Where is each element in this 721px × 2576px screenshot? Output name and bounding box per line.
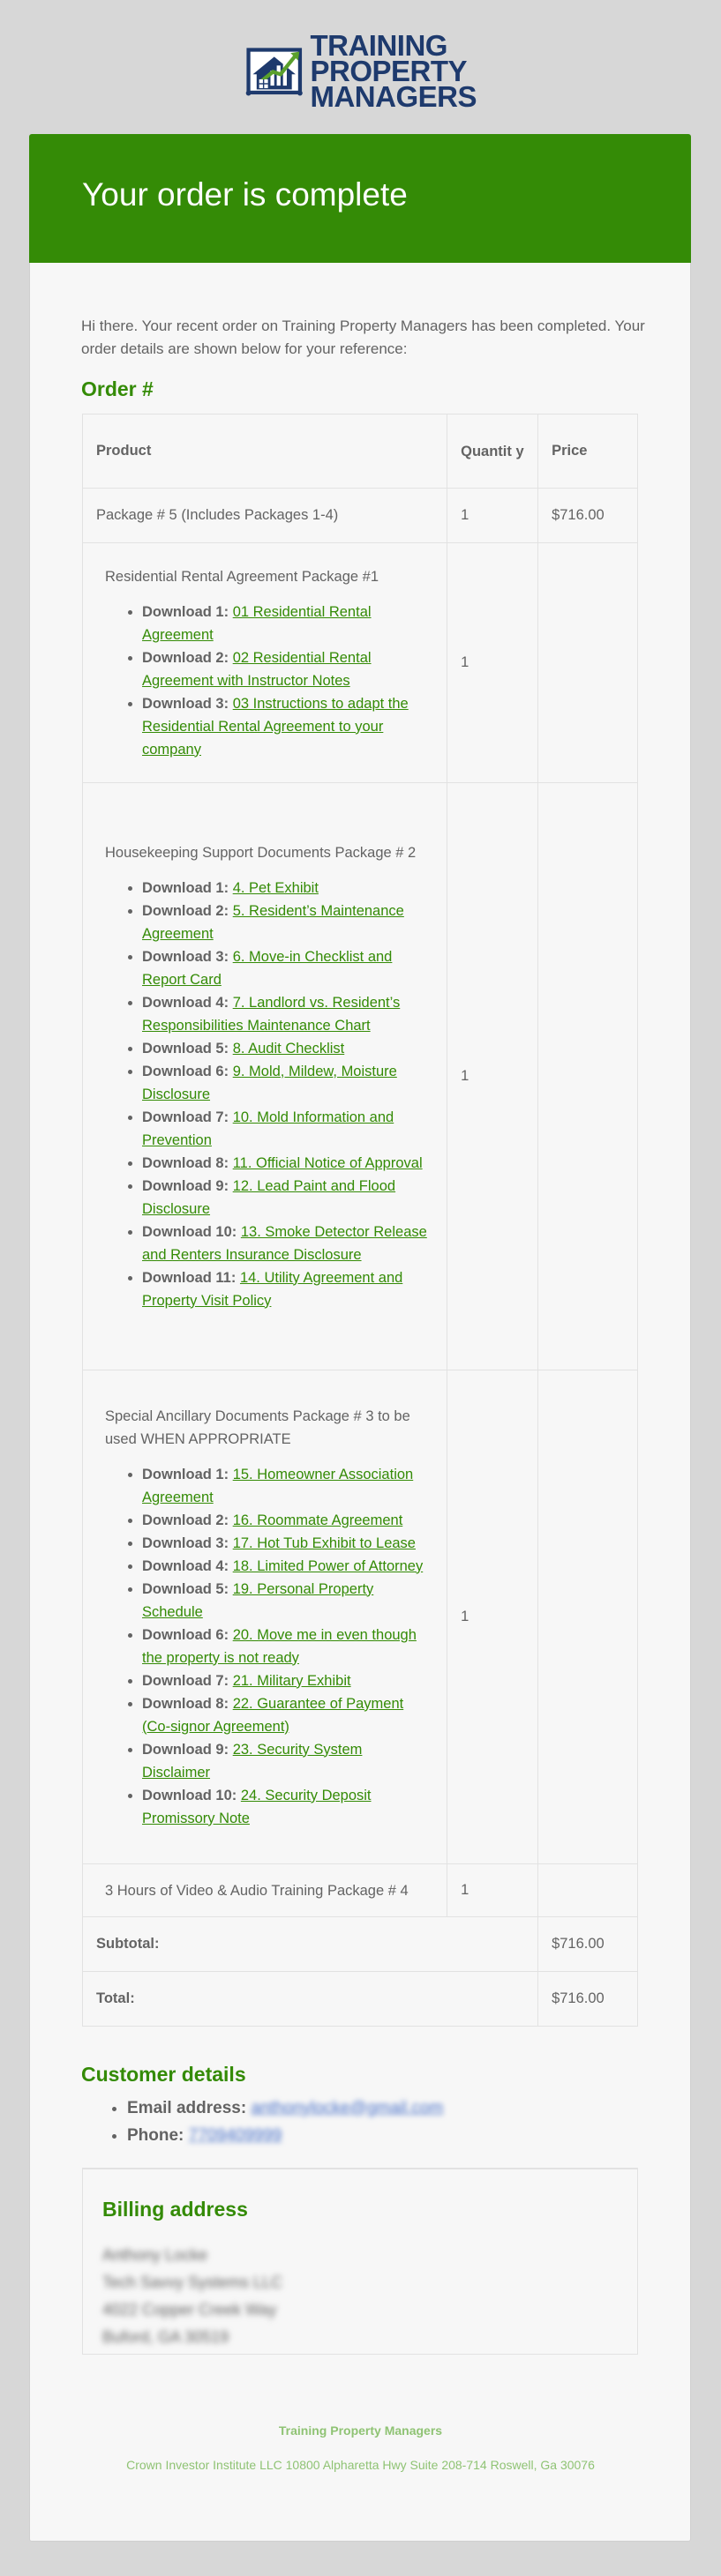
phone-link[interactable]: 7709409999 [188, 2126, 282, 2145]
list-item [142, 945, 433, 991]
package-name: Residential Rental Agreement Package #1 [105, 568, 379, 585]
list-item [142, 1669, 433, 1692]
download-label: Download 1: [142, 879, 229, 896]
list-item [142, 1152, 433, 1175]
download-label: Download 6: [142, 1063, 229, 1079]
list-item [142, 877, 433, 900]
billing-heading: Billing address [102, 2198, 248, 2221]
download-link[interactable]: 16. Roommate Agreement [232, 1512, 403, 1528]
list-item [142, 1221, 433, 1266]
table-row-main [83, 489, 638, 543]
package-price [538, 1370, 638, 1864]
list-item [142, 1738, 433, 1784]
main-item-name: Package # 5 (Includes Packages 1-4) [83, 489, 447, 543]
download-label: Download 2: [142, 1512, 229, 1528]
download-link[interactable]: 19. Personal Property Schedule [142, 1580, 374, 1620]
package-price [538, 543, 638, 783]
package-qty: 1 [447, 543, 538, 783]
download-link[interactable]: 7. Landlord vs. Resident’s Responsibilities Maintenance Chart [142, 994, 401, 1034]
subtotal-label: Subtotal: [83, 1917, 538, 1972]
download-label: Download 8: [142, 1154, 229, 1171]
list-item [142, 1692, 433, 1738]
intro-text: Hi there. Your recent order on Training Property Managers has been completed. Your order details are shown below for your reference: [81, 317, 645, 357]
column-price: Price [538, 414, 638, 489]
billing-line: Tech Savvy Systems LLC [102, 2274, 283, 2291]
download-label: Download 3: [142, 1534, 229, 1551]
package-cell [83, 1370, 447, 1864]
total-value: $716.00 [538, 1972, 638, 2027]
order-body [83, 489, 638, 1917]
list-item [142, 1060, 433, 1106]
download-label: Download 8: [142, 1695, 229, 1712]
package-qty: 1 [447, 783, 538, 1370]
billing-line: Buford, GA 30519 [102, 2328, 229, 2346]
download-label: Download 3: [142, 948, 229, 965]
download-link[interactable]: 12. Lead Paint and Flood Disclosure [142, 1177, 396, 1217]
brand-line-3: MANAGERS [310, 79, 477, 113]
package-name: Housekeeping Support Documents Package # 2 [105, 844, 417, 861]
list-item [142, 1175, 433, 1221]
download-label: Download 5: [142, 1580, 229, 1597]
package-price [538, 1864, 638, 1917]
subtotal-row [83, 1917, 638, 1972]
download-link[interactable]: 24. Security Deposit Promissory Note [142, 1787, 372, 1826]
download-link[interactable]: 8. Audit Checklist [232, 1040, 345, 1057]
download-label: Download 4: [142, 994, 229, 1011]
list-item [142, 692, 433, 761]
subtotal-value: $716.00 [538, 1917, 638, 1972]
brand-name [310, 28, 477, 113]
brand-logo [245, 28, 477, 113]
download-label: Download 6: [142, 1626, 229, 1643]
download-link[interactable]: 6. Move-in Checklist and Report Card [142, 948, 393, 988]
total-row [83, 1972, 638, 2027]
package-name: 3 Hours of Video & Audio Training Package # 4 [105, 1882, 409, 1899]
package-cell [83, 1864, 447, 1917]
download-label: Download 3: [142, 695, 229, 712]
download-link[interactable]: 10. Mold Information and Prevention [142, 1109, 394, 1148]
list-item [127, 2094, 443, 2122]
download-list [96, 877, 433, 1312]
phone-label: Phone: [127, 2126, 184, 2145]
package-name: Special Ancillary Documents Package # 3 to be used WHEN APPROPRIATE [105, 1407, 410, 1447]
download-link[interactable]: 5. Resident’s Maintenance Agreement [142, 902, 404, 942]
list-item [142, 1784, 433, 1830]
download-label: Download 11: [142, 1269, 237, 1286]
download-link[interactable]: 01 Residential Rental Agreement [142, 603, 372, 643]
list-item [142, 1532, 433, 1555]
order-heading: Order # [81, 377, 154, 400]
download-label: Download 2: [142, 902, 229, 919]
list-item [142, 991, 433, 1037]
download-label: Download 2: [142, 649, 229, 666]
brand-line-1: TRAINING [310, 28, 447, 62]
download-link[interactable]: 03 Instructions to adapt the Residential Rental Agreement to your company [142, 695, 409, 758]
package-qty: 1 [447, 1370, 538, 1864]
package-price [538, 783, 638, 1370]
main-item-price: $716.00 [538, 489, 638, 543]
download-label: Download 9: [142, 1741, 229, 1758]
download-link[interactable]: 22. Guarantee of Payment (Co-signor Agreement) [142, 1695, 404, 1735]
billing-address-box [82, 2168, 638, 2355]
package-cell [83, 783, 447, 1370]
download-label: Download 4: [142, 1557, 229, 1574]
download-link[interactable]: 23. Security System Disclaimer [142, 1741, 363, 1781]
list-item [142, 1578, 433, 1624]
download-link[interactable]: 4. Pet Exhibit [232, 879, 319, 896]
main-item-qty: 1 [447, 489, 538, 543]
download-label: Download 1: [142, 1466, 229, 1482]
list-item [127, 2122, 443, 2149]
list-item [142, 1266, 433, 1312]
order-table [82, 414, 638, 2027]
download-link[interactable]: 9. Mold, Mildew, Moisture Disclosure [142, 1063, 397, 1102]
package-qty: 1 [447, 1864, 538, 1917]
list-item [142, 1624, 433, 1669]
download-label: Download 5: [142, 1040, 229, 1057]
table-header-row [83, 414, 638, 489]
list-item [142, 646, 433, 692]
billing-line: 4022 Copper Creek Way [102, 2301, 277, 2318]
download-label: Download 10: [142, 1787, 237, 1803]
customer-details [81, 2094, 443, 2149]
download-list [96, 1463, 433, 1830]
hero-banner [29, 134, 691, 263]
download-link[interactable]: 17. Hot Tub Exhibit to Lease [232, 1534, 416, 1551]
download-label: Download 7: [142, 1109, 229, 1125]
download-link[interactable]: 21. Military Exhibit [232, 1672, 351, 1689]
brand-line-2: PROPERTY [310, 54, 468, 87]
download-link[interactable]: 15. Homeowner Association Agreement [142, 1466, 414, 1505]
customer-heading: Customer details [81, 2063, 246, 2086]
download-link[interactable]: 11. Official Notice of Approval [232, 1154, 423, 1171]
list-item [142, 1555, 433, 1578]
hero-title: Your order is complete [82, 176, 408, 213]
list-item [142, 1106, 433, 1152]
footer-address: Crown Investor Institute LLC 10800 Alpharetta Hwy Suite 208-714 Roswell, Ga 30076 [126, 2458, 595, 2472]
list-item [142, 1509, 433, 1532]
download-link[interactable]: 18. Limited Power of Attorney [232, 1557, 424, 1574]
download-label: Download 1: [142, 603, 229, 620]
email-link[interactable]: anthonylocke@gmail.com [251, 2099, 444, 2117]
download-link[interactable]: 13. Smoke Detector Release and Renters Insurance Disclosure [142, 1223, 427, 1263]
package-cell [83, 543, 447, 783]
download-link[interactable]: 02 Residential Rental Agreement with Instructor Notes [142, 649, 372, 689]
download-label: Download 9: [142, 1177, 229, 1194]
total-label: Total: [83, 1972, 538, 2027]
list-item [142, 1463, 433, 1509]
list-item [142, 601, 433, 646]
column-product: Product [83, 414, 447, 489]
download-label: Download 10: [142, 1223, 237, 1240]
download-label: Download 7: [142, 1672, 229, 1689]
footer-brand: Training Property Managers [278, 2423, 443, 2438]
billing-address [102, 2242, 282, 2351]
list-item [142, 900, 433, 945]
table-row-package [83, 783, 638, 1370]
column-quantity: Quantit y [447, 414, 538, 489]
list-item [142, 1037, 433, 1060]
download-link[interactable]: 20. Move me in even though the property is not ready [142, 1626, 417, 1666]
billing-line: Anthony Locke [102, 2246, 208, 2264]
table-row-package [83, 1864, 638, 1917]
house-chart-icon [245, 34, 303, 108]
table-row-package [83, 1370, 638, 1864]
email-label: Email address: [127, 2099, 247, 2117]
download-link[interactable]: 14. Utility Agreement and Property Visit Policy [142, 1269, 403, 1309]
table-row-package [83, 543, 638, 783]
download-list [96, 601, 433, 761]
